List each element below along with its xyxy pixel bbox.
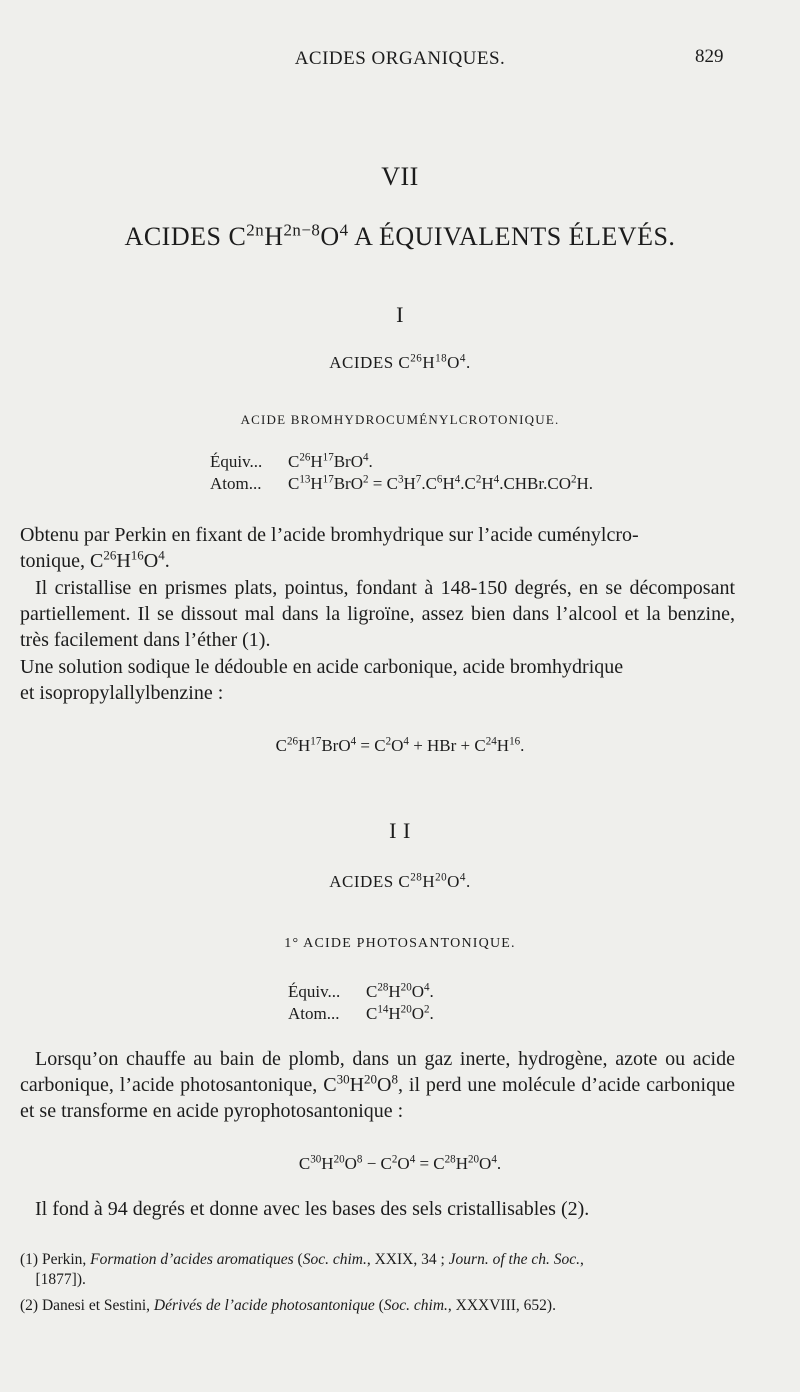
equiv-formula-line [210, 452, 373, 472]
footnote: (1) Perkin, Formation d’acides aromatiques (Soc. chim., XXIX, 34 ; Journ. of the ch. Soc., [1877]). [20, 1251, 584, 1288]
page-number: 829 [695, 46, 724, 67]
paragraph: Obtenu par Perkin en fixant de l’acide bromhydrique sur l’acide cuménylcro- tonique, $C^{26}H^{16}O^4$. [20, 524, 639, 572]
paragraph: Il cristallise en prismes plats, pointus, fondant à 148-150 degrés, en se décomposant partiellement. Il se dissout mal dans la ligroïne, assez bien dans l’alcool et la benzine, très facilement dans l’éther (1). [20, 577, 735, 651]
equiv-label: Équiv... [288, 982, 341, 1001]
atom-formula: $C^{14}H^{20}O^2$. [366, 1003, 434, 1023]
equiv-label: Équiv... [210, 452, 263, 471]
subsection-title: ACIDES $C^{26}H^{18}O^4$. [329, 352, 471, 372]
compound-heading: 1° ACIDE PHOTOSANTONIQUE. [284, 936, 516, 951]
equation: $C^{30}H^{20}O^8 - C^2O^4 = C^{28}H^{20}O^4$. [298, 1153, 502, 1173]
equiv-formula: $C^{26}H^{17}BrO^4$. [288, 451, 373, 471]
paragraph: Il fond à 94 degrés et donne avec les bases des sels cristallisables (2). [35, 1198, 590, 1220]
atom-formula: $C^{13}H^{17}BrO^2$ = $C^3H^7.C^6H^4.C^2H^4.CHBr.CO^2H$. [288, 473, 594, 493]
footnote: (2) Danesi et Sestini, Dérivés de l’acide photosantonique (Soc. chim., XXXVIII, 652). [20, 1297, 556, 1314]
subsection-title: ACIDES $C^{28}H^{20}O^4$. [329, 871, 471, 891]
paragraph: Lorsqu’on chauffe au bain de plomb, dans un gaz inerte, hydrogène, azote ou acide carbonique, l’acide photosantonique, $C^{30}H^{20}O^8$, il perd une molécule d’acide carbonique et se transforme en acide pyrophotosantonique : [20, 1048, 735, 1122]
atom-formula-line [288, 1004, 434, 1024]
equiv-formula: $C^{28}H^{20}O^4$. [366, 981, 434, 1001]
section-title: ACIDES $C^{2n}H^{2n-8}O^4$ A ÉQUIVALENTS ÉLEVÉS. [124, 220, 676, 251]
subsection-number: I I [389, 818, 411, 843]
paragraph: Une solution sodique le dédouble en acide carbonique, acide bromhydrique et isopropylallylbenzine : [20, 656, 624, 704]
section-number: VII [381, 162, 419, 191]
subsection-number: I [396, 302, 404, 327]
equiv-formula-line [288, 982, 434, 1002]
atom-formula-line [210, 474, 593, 494]
running-header: ACIDES ORGANIQUES. [294, 48, 506, 69]
compound-heading: ACIDE BROMHYDROCUMÉNYLCROTONIQUE. [240, 412, 560, 427]
atom-label: Atom... [210, 474, 262, 493]
atom-label: Atom... [288, 1004, 340, 1023]
equation: $C^{26}H^{17}BrO^4 = C^2O^4$ + HBr + $C^{24}H^{16}$. [275, 735, 525, 755]
